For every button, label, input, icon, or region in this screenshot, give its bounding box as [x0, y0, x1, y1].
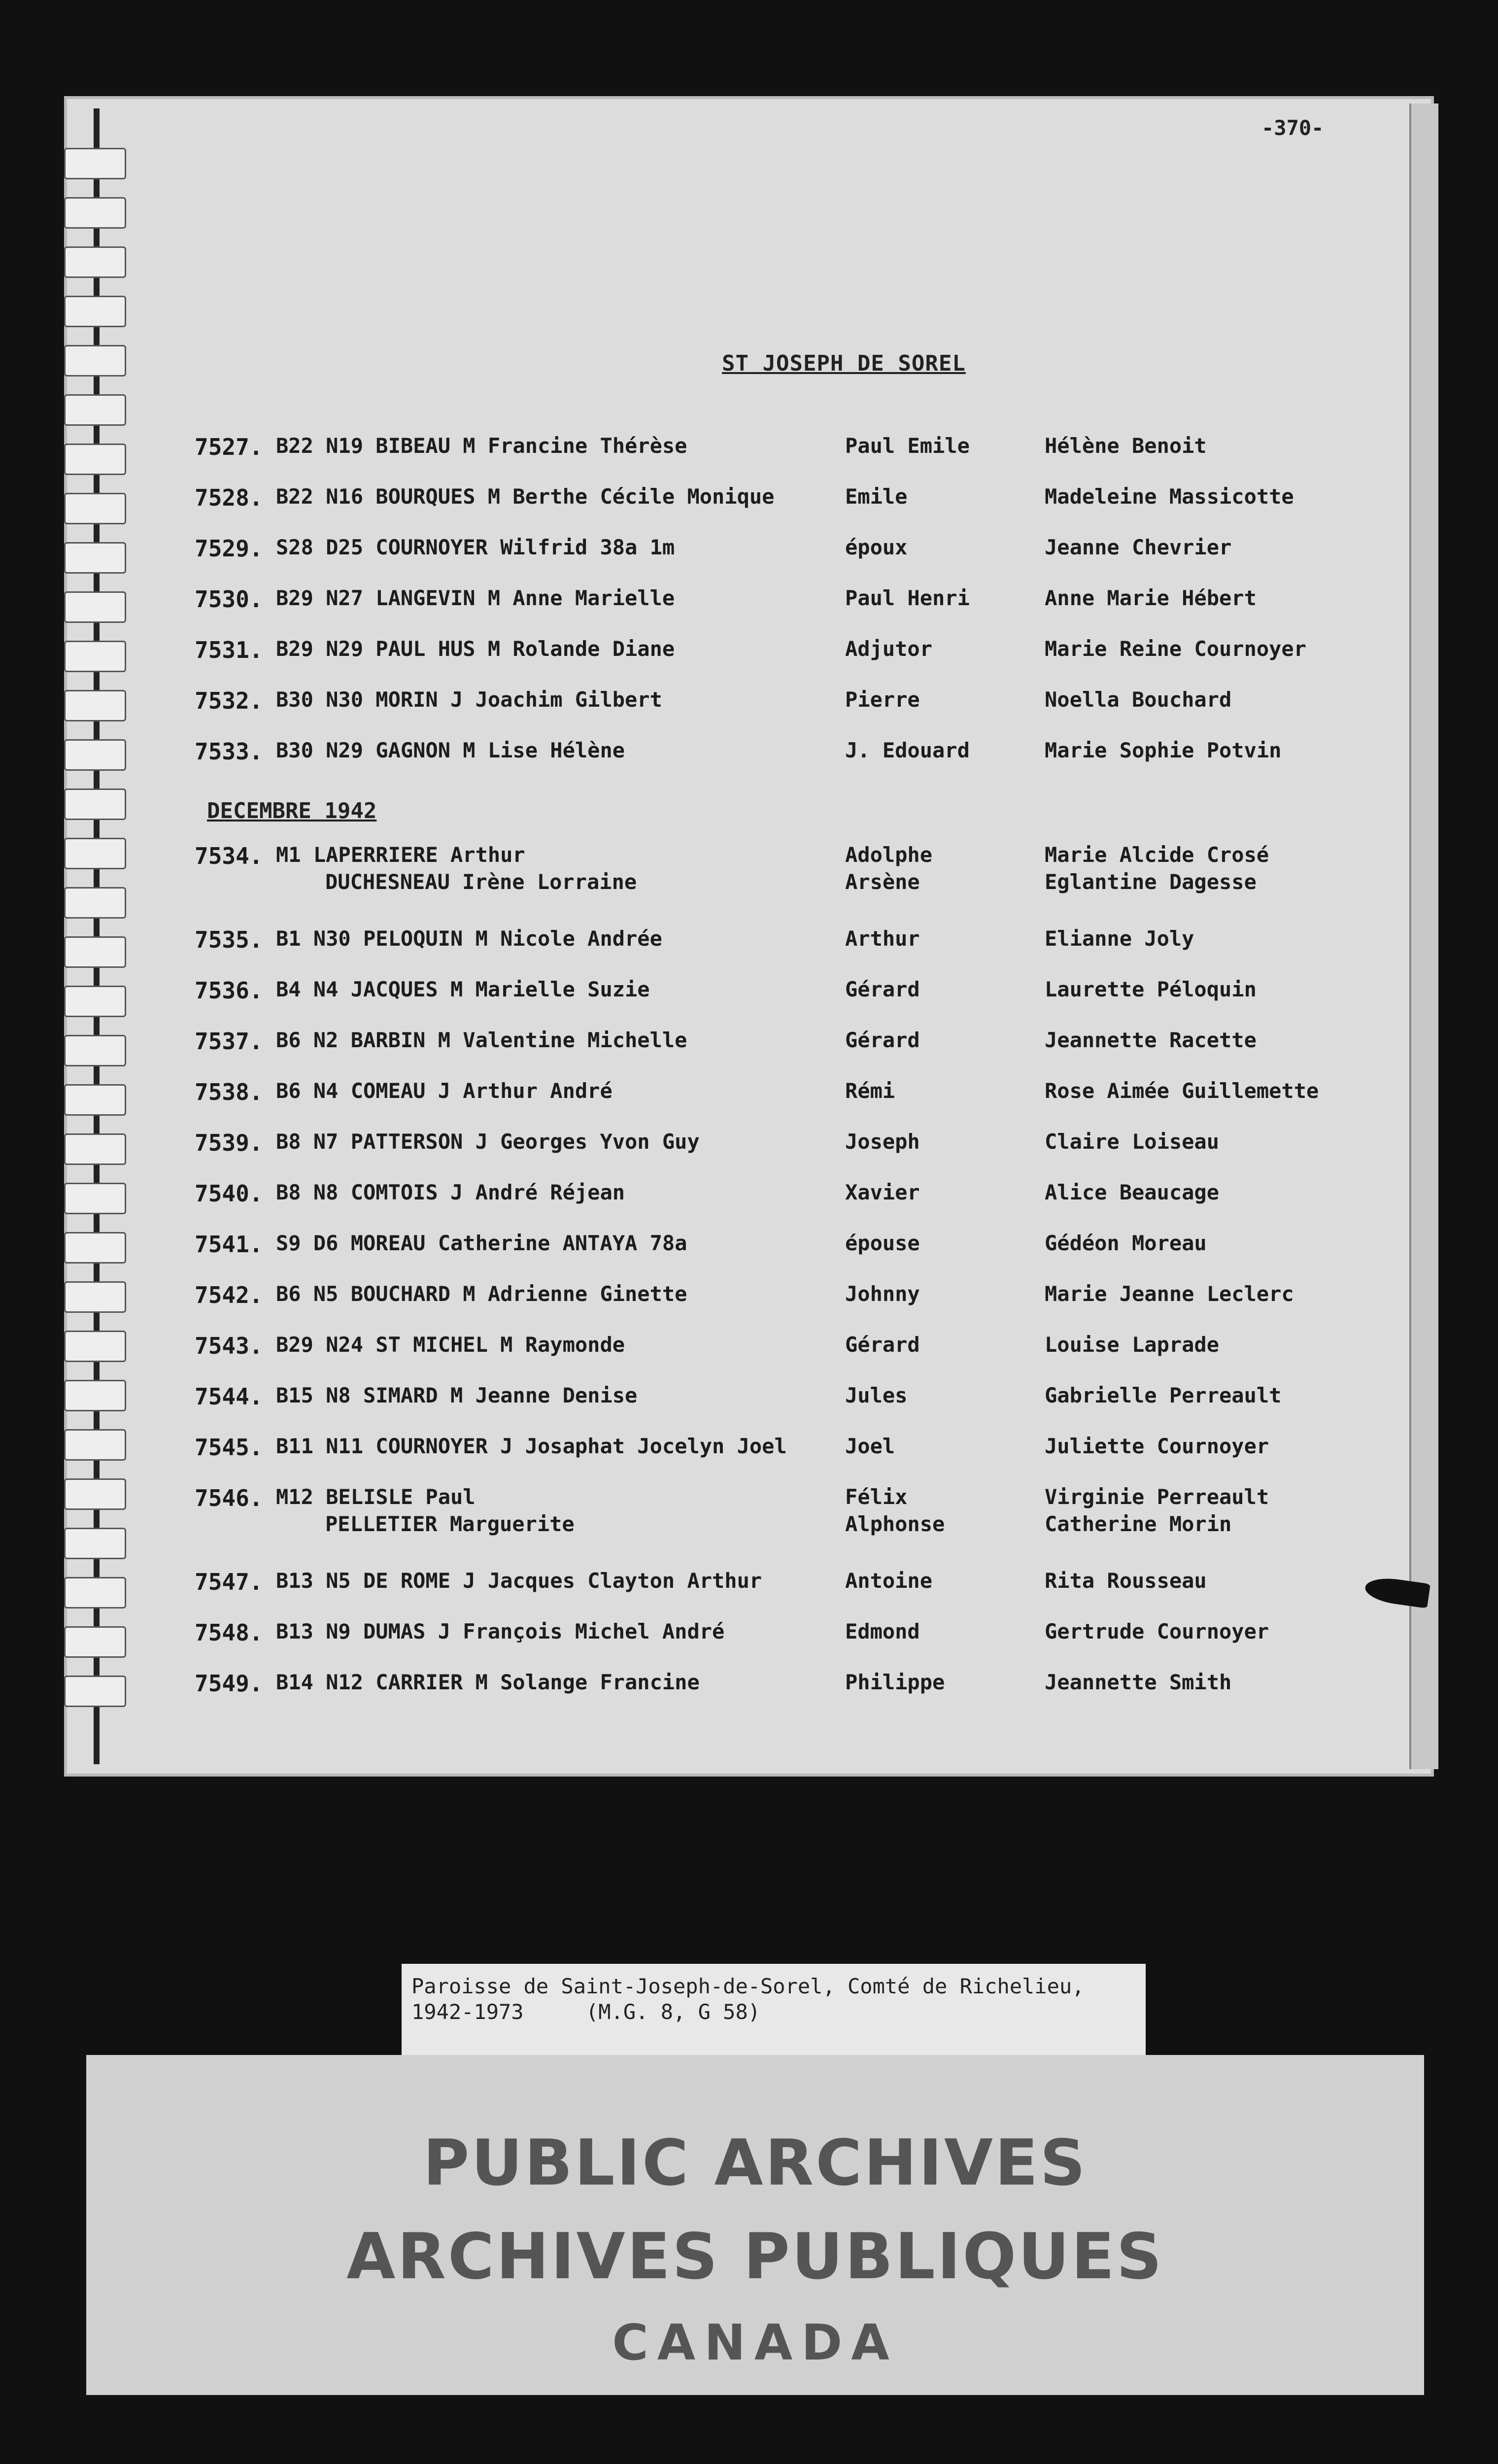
- entry-number: [195, 1619, 263, 1646]
- entry-mother-line: Gabrielle Perreault: [1045, 1383, 1282, 1407]
- binder-ring: [64, 1676, 126, 1707]
- entry-mother-line: Louise Laprade: [1045, 1333, 1220, 1357]
- stamp-line-3: CANADA: [612, 2314, 898, 2371]
- entry-description-line: B15 N8 SIMARD M Jeanne Denise: [276, 1383, 638, 1407]
- entry-father-line-2: Arsène: [845, 870, 920, 894]
- collection-label: [402, 1964, 1146, 2055]
- entry-father-line: J. Edouard: [845, 738, 970, 762]
- page-edge: [1409, 103, 1438, 1769]
- entry-mother: [1045, 1434, 1269, 1458]
- entry-description-line-2: DUCHESNEAU Irène Lorraine: [325, 870, 637, 894]
- entry-number: [195, 535, 263, 562]
- entry-father-line: Adolphe: [845, 843, 933, 867]
- entry-description: [276, 1333, 625, 1357]
- entry-mother: [1045, 1670, 1231, 1694]
- entry-description-line: B30 N29 GAGNON M Lise Hélène: [276, 738, 625, 762]
- entry-father-line: époux: [845, 535, 908, 559]
- entry-mother-line: Madeleine Massicotte: [1045, 484, 1294, 509]
- entry-description: [276, 977, 650, 1001]
- entry-mother-line: Elianne Joly: [1045, 926, 1194, 951]
- entry-mother-line: Noella Bouchard: [1045, 687, 1232, 712]
- entry-number-line: 7541.: [195, 1231, 263, 1258]
- entry-number: [195, 1333, 263, 1359]
- entry-father: [845, 977, 920, 1001]
- entry-number-line: 7531.: [195, 637, 263, 663]
- entry-mother: [1045, 1231, 1207, 1255]
- entry-father-line: Gérard: [845, 1333, 920, 1357]
- binder-ring: [64, 986, 126, 1017]
- entry-number-line: 7543.: [195, 1333, 263, 1359]
- binder-ring: [64, 788, 126, 820]
- entry-mother-line: Marie Reine Cournoyer: [1045, 637, 1307, 661]
- entry-father-line: Gérard: [845, 977, 920, 1001]
- stamp-line-2: ARCHIVES PUBLIQUES: [346, 2220, 1164, 2293]
- entry-father: [845, 1282, 920, 1306]
- entry-mother: [1045, 1383, 1281, 1407]
- entry-number-line: 7539.: [195, 1129, 263, 1156]
- binder-ring: [64, 887, 126, 919]
- entry-mother: [1045, 434, 1207, 458]
- entry-mother: [1045, 1282, 1294, 1306]
- entry-description-line: B22 N19 BIBEAU M Francine Thérèse: [276, 434, 687, 458]
- entry-father: [845, 434, 970, 458]
- entry-mother-line: Rita Rousseau: [1045, 1569, 1207, 1593]
- entry-father-line: Félix: [845, 1485, 908, 1509]
- entry-description-line: B6 N4 COMEAU J Arthur André: [276, 1079, 613, 1103]
- entry-description: [276, 1079, 613, 1103]
- entry-description-line: S9 D6 MOREAU Catherine ANTAYA 78a: [276, 1231, 687, 1255]
- entry-mother-line: Claire Loiseau: [1045, 1129, 1220, 1154]
- binder-ring: [64, 1626, 126, 1658]
- entry-number-line: 7549.: [195, 1670, 263, 1697]
- entry-number: [195, 1569, 263, 1595]
- entry-father: [845, 843, 932, 894]
- binder-ring: [64, 542, 126, 574]
- entry-description-line: B11 N11 COURNOYER J Josaphat Jocelyn Joel: [276, 1434, 787, 1458]
- parish-heading: ST JOSEPH DE SOREL: [722, 351, 966, 376]
- entry-description-line: M12 BELISLE Paul: [276, 1485, 476, 1509]
- entry-number-line: 7537.: [195, 1028, 263, 1055]
- entry-mother-line-2: Eglantine Dagesse: [1045, 870, 1257, 894]
- entry-number: [195, 738, 263, 765]
- entry-description-line: B6 N5 BOUCHARD M Adrienne Ginette: [276, 1282, 687, 1306]
- entry-mother-line: Marie Alcide Crosé: [1045, 843, 1269, 867]
- entry-number: [195, 1028, 263, 1055]
- entry-mother: [1045, 738, 1281, 762]
- entry-description: [276, 535, 675, 559]
- entry-number: [195, 1670, 263, 1697]
- entry-father-line: Gérard: [845, 1028, 920, 1052]
- entry-mother-line: Anne Marie Hébert: [1045, 586, 1257, 610]
- entry-father: [845, 1333, 920, 1357]
- entry-description: [276, 637, 675, 661]
- binder-ring: [64, 197, 126, 229]
- entry-father: [845, 1079, 895, 1103]
- entry-mother-line: Jeannette Racette: [1045, 1028, 1257, 1052]
- entry-father-line: Joseph: [845, 1129, 920, 1154]
- binder-ring: [64, 246, 126, 278]
- entry-number: [195, 434, 263, 460]
- binder-ring: [64, 690, 126, 721]
- entry-number: [195, 637, 263, 663]
- spiral-binding: [64, 148, 128, 1725]
- label-line-1: Paroisse de Saint-Joseph-de-Sorel, Comté de Richelieu,: [411, 1974, 1085, 1998]
- entry-description: [276, 1569, 762, 1593]
- entry-father-line-2: Alphonse: [845, 1512, 945, 1536]
- entry-father: [845, 1434, 895, 1458]
- entry-father-line: Paul Henri: [845, 586, 970, 610]
- entry-number-line: 7538.: [195, 1079, 263, 1105]
- entry-description-line: B13 N9 DUMAS J François Michel André: [276, 1619, 725, 1643]
- binder-ring: [64, 1232, 126, 1264]
- entry-father: [845, 1485, 945, 1536]
- binder-ring: [64, 1478, 126, 1510]
- entry-mother: [1045, 1180, 1219, 1204]
- entry-number: [195, 484, 263, 511]
- entry-father-line: Pierre: [845, 687, 920, 712]
- entry-number: [195, 977, 263, 1004]
- entry-number-line: 7528.: [195, 484, 263, 511]
- entry-number: [195, 1485, 263, 1511]
- entry-number: [195, 1079, 263, 1105]
- entry-description-line: B1 N30 PELOQUIN M Nicole Andrée: [276, 926, 662, 951]
- entry-number-line: 7545.: [195, 1434, 263, 1461]
- entry-description-line: B6 N2 BARBIN M Valentine Michelle: [276, 1028, 687, 1052]
- entry-mother-line: Gertrude Cournoyer: [1045, 1619, 1269, 1643]
- binder-ring: [64, 838, 126, 869]
- entry-mother-line: Hélène Benoit: [1045, 434, 1207, 458]
- entry-mother: [1045, 926, 1194, 951]
- entry-father: [845, 1569, 932, 1593]
- entry-number-line: 7532.: [195, 687, 263, 714]
- entry-mother: [1045, 1129, 1219, 1154]
- entry-mother: [1045, 1569, 1207, 1593]
- entry-description: [276, 1028, 687, 1052]
- entry-description: [276, 484, 774, 509]
- entry-mother: [1045, 1485, 1269, 1536]
- entry-number-line: 7544.: [195, 1383, 263, 1410]
- binder-ring: [64, 1084, 126, 1116]
- entry-father: [845, 1129, 920, 1154]
- entry-mother: [1045, 1028, 1257, 1052]
- entry-description-line: B14 N12 CARRIER M Solange Francine: [276, 1670, 700, 1694]
- entry-number-line: 7534.: [195, 843, 263, 869]
- entry-description-line: B29 N24 ST MICHEL M Raymonde: [276, 1333, 625, 1357]
- entry-mother-line: Marie Jeanne Leclerc: [1045, 1282, 1294, 1306]
- entry-description: [276, 843, 637, 894]
- entry-mother-line: Jeannette Smith: [1045, 1670, 1232, 1694]
- entry-description: [276, 1619, 724, 1643]
- entry-father: [845, 1670, 945, 1694]
- binder-ring: [64, 394, 126, 426]
- entry-father: [845, 484, 907, 509]
- entry-description-line: B29 N29 PAUL HUS M Rolande Diane: [276, 637, 675, 661]
- binder-ring: [64, 148, 126, 179]
- entry-father: [845, 687, 920, 712]
- entry-mother: [1045, 687, 1231, 712]
- entry-mother: [1045, 637, 1306, 661]
- stamp-line-1: PUBLIC ARCHIVES: [423, 2126, 1088, 2200]
- entry-mother-line-2: Catherine Morin: [1045, 1512, 1232, 1536]
- entry-father-line: Antoine: [845, 1569, 933, 1593]
- binder-ring: [64, 591, 126, 623]
- entry-father-line: Edmond: [845, 1619, 920, 1643]
- entry-number-line: 7529.: [195, 535, 263, 562]
- entry-description: [276, 1180, 625, 1204]
- entry-father-line: Xavier: [845, 1180, 920, 1204]
- binder-ring: [64, 1577, 126, 1608]
- entry-mother: [1045, 1079, 1319, 1103]
- entry-description: [276, 586, 675, 610]
- entry-number-line: 7548.: [195, 1619, 263, 1646]
- entry-mother: [1045, 843, 1269, 894]
- entry-number: [195, 1282, 263, 1308]
- entry-mother: [1045, 535, 1231, 559]
- page-number: -370-: [1261, 116, 1324, 140]
- entry-mother: [1045, 1333, 1219, 1357]
- entry-father-line: épouse: [845, 1231, 920, 1255]
- entry-mother: [1045, 586, 1257, 610]
- entry-description: [276, 738, 625, 762]
- entry-description: [276, 926, 662, 951]
- binder-ring: [64, 641, 126, 672]
- entry-description: [276, 1129, 700, 1154]
- entry-mother-line: Alice Beaucage: [1045, 1180, 1220, 1204]
- entry-mother-line: Juliette Cournoyer: [1045, 1434, 1269, 1458]
- binder-ring: [64, 1429, 126, 1461]
- binder-ring: [64, 739, 126, 771]
- binder-ring: [64, 345, 126, 376]
- entry-number-line: 7533.: [195, 738, 263, 765]
- entry-description: [276, 1282, 687, 1306]
- entry-description-line: B4 N4 JACQUES M Marielle Suzie: [276, 977, 650, 1001]
- entry-number: [195, 843, 263, 869]
- entry-father: [845, 637, 932, 661]
- entry-father-line: Arthur: [845, 926, 920, 951]
- entry-father: [845, 1619, 920, 1643]
- entry-mother-line: Gédéon Moreau: [1045, 1231, 1207, 1255]
- entry-number: [195, 586, 263, 613]
- binder-ring: [64, 1331, 126, 1362]
- entry-description-line: B8 N7 PATTERSON J Georges Yvon Guy: [276, 1129, 700, 1154]
- collection-label-text: [411, 1974, 1084, 2025]
- entry-description-line: S28 D25 COURNOYER Wilfrid 38a 1m: [276, 535, 675, 559]
- entry-description-line: M1 LAPERRIERE Arthur: [276, 843, 525, 867]
- entry-mother: [1045, 977, 1257, 1001]
- entry-description-line: B22 N16 BOURQUES M Berthe Cécile Monique: [276, 484, 775, 509]
- entry-father-line: Adjutor: [845, 637, 933, 661]
- binder-ring: [64, 1035, 126, 1066]
- entry-number: [195, 687, 263, 714]
- entry-number-line: 7536.: [195, 977, 263, 1004]
- binder-ring: [64, 1133, 126, 1165]
- entry-description-line: B30 N30 MORIN J Joachim Gilbert: [276, 687, 662, 712]
- entry-father: [845, 1180, 920, 1204]
- entry-mother: [1045, 484, 1294, 509]
- entry-number-line: 7540.: [195, 1180, 263, 1207]
- entry-number-line: 7546.: [195, 1485, 263, 1511]
- entry-father: [845, 1383, 907, 1407]
- archives-stamp: [86, 2055, 1424, 2395]
- entry-father: [845, 1231, 920, 1255]
- label-line-2: 1942-1973 (M.G. 8, G 58): [411, 2000, 761, 2024]
- entry-description-line: B29 N27 LANGEVIN M Anne Marielle: [276, 586, 675, 610]
- entry-number-line: 7530.: [195, 586, 263, 613]
- entry-mother: [1045, 1619, 1269, 1643]
- entry-mother-line: Rose Aimée Guillemette: [1045, 1079, 1319, 1103]
- entry-mother-line: Jeanne Chevrier: [1045, 535, 1232, 559]
- entry-description: [276, 1670, 700, 1694]
- entry-description-line: B8 N8 COMTOIS J André Réjean: [276, 1180, 625, 1204]
- entry-father-line: Philippe: [845, 1670, 945, 1694]
- entry-mother-line: Marie Sophie Potvin: [1045, 738, 1282, 762]
- entry-description-line: B13 N5 DE ROME J Jacques Clayton Arthur: [276, 1569, 762, 1593]
- entry-number: [195, 926, 263, 953]
- entry-number-line: 7547.: [195, 1569, 263, 1595]
- entry-number-line: 7535.: [195, 926, 263, 953]
- entry-father-line: Johnny: [845, 1282, 920, 1306]
- entry-father: [845, 586, 970, 610]
- month-heading: DECEMBRE 1942: [207, 798, 377, 823]
- binder-ring: [64, 444, 126, 475]
- entry-father-line: Rémi: [845, 1079, 895, 1103]
- binder-ring: [64, 936, 126, 968]
- entry-father-line: Paul Emile: [845, 434, 970, 458]
- binder-ring: [64, 1281, 126, 1313]
- entry-mother-line: Laurette Péloquin: [1045, 977, 1257, 1001]
- entry-number: [195, 1231, 263, 1258]
- entry-father-line: Emile: [845, 484, 908, 509]
- binder-ring: [64, 493, 126, 524]
- binder-ring: [64, 1183, 126, 1214]
- entry-description: [276, 1485, 575, 1536]
- entry-description: [276, 1434, 787, 1458]
- binder-ring: [64, 1380, 126, 1411]
- entry-father: [845, 738, 970, 762]
- entry-father-line: Jules: [845, 1383, 908, 1407]
- entry-description: [276, 1231, 687, 1255]
- entry-number: [195, 1129, 263, 1156]
- entry-description: [276, 687, 662, 712]
- entry-description-line-2: PELLETIER Marguerite: [325, 1512, 575, 1536]
- entry-description: [276, 1383, 637, 1407]
- entry-number-line: 7542.: [195, 1282, 263, 1308]
- entry-father-line: Joel: [845, 1434, 895, 1458]
- entry-father: [845, 926, 920, 951]
- binder-ring: [64, 296, 126, 327]
- entry-number: [195, 1383, 263, 1410]
- entry-number: [195, 1434, 263, 1461]
- entry-number-line: 7527.: [195, 434, 263, 460]
- entry-father: [845, 1028, 920, 1052]
- entry-mother-line: Virginie Perreault: [1045, 1485, 1269, 1509]
- entry-father: [845, 535, 907, 559]
- binder-ring: [64, 1528, 126, 1559]
- entry-description: [276, 434, 687, 458]
- entry-number: [195, 1180, 263, 1207]
